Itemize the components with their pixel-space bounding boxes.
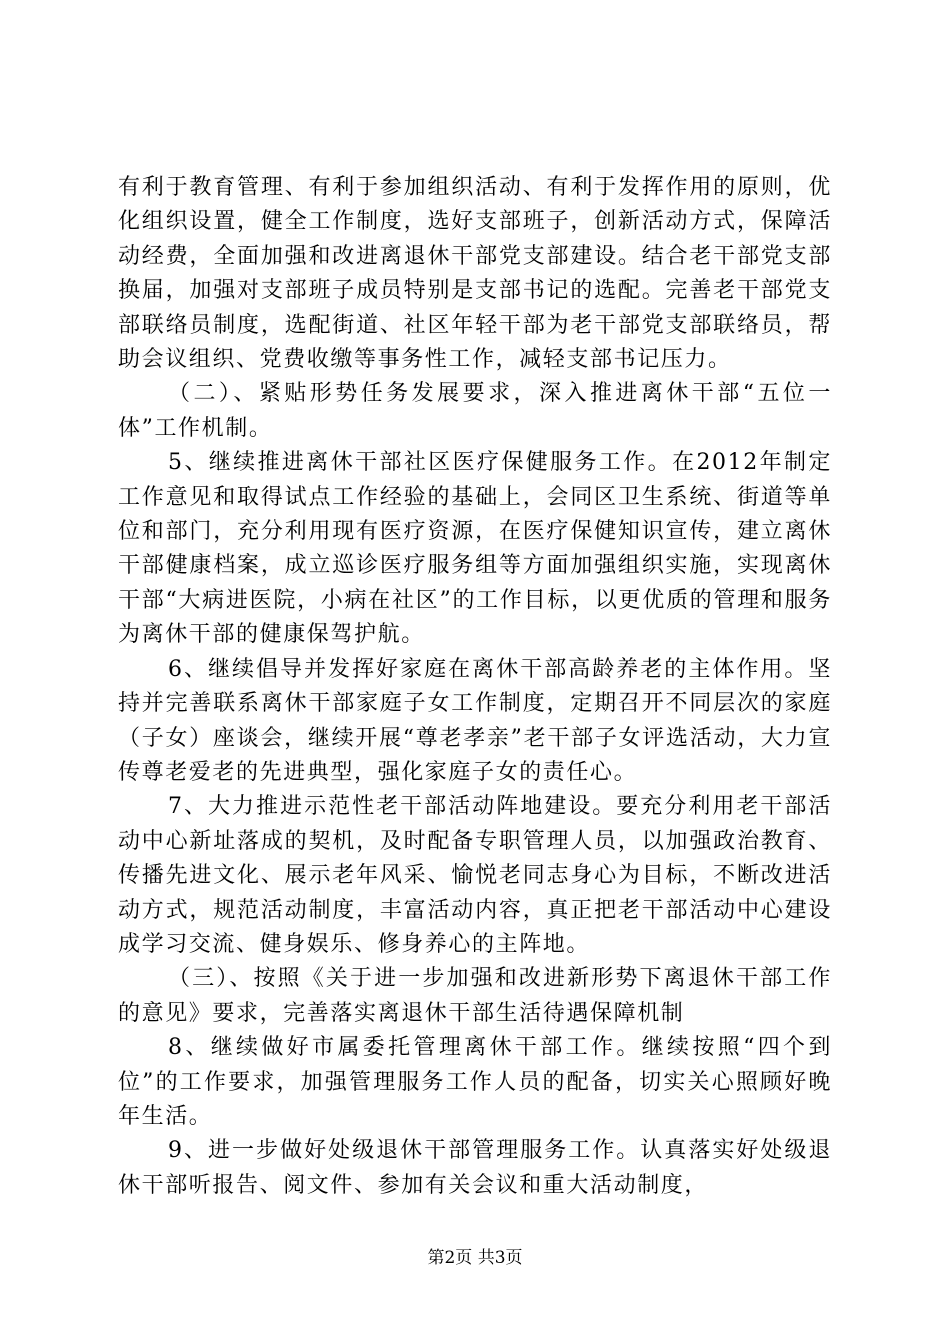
paragraph-item-5: 5、继续推进离休干部社区医疗保健服务工作。在2012年制定工作意见和取得试点工作经验的基础上，会同区卫生系统、街道等单位和部门，充分利用现有医疗资源，在医疗保健知识宣传，建立离休干部健康档案，成立巡诊医疗服务组等方面加强组织实施，实现离休干部“大病进医院，小病在社区”的工作目标，以更优质的管理和服务为离休干部的健康保驾护航。 bbox=[118, 450, 832, 648]
paragraph-item-7: 7、大力推进示范性老干部活动阵地建设。要充分利用老干部活动中心新址落成的契机，及时配备专职管理人员，以加强政治教育、传播先进文化、展示老年风采、愉悦老同志身心为目标，不断改进活动方式，规范活动制度，丰富活动内容，真正把老干部活动中心建设成学习交流、健身娱乐、修身养心的主阵地。 bbox=[118, 794, 832, 957]
paragraph-item-9: 9、进一步做好处级退休干部管理服务工作。认真落实好处级退休干部听报告、阅文件、参加有关会议和重大活动制度， bbox=[118, 1138, 832, 1198]
section-heading-2: （二）、紧贴形势任务发展要求，深入推进离休干部“五位一体”工作机制。 bbox=[118, 381, 832, 441]
section-heading-3: （三）、按照《关于进一步加强和改进新形势下离退休干部工作的意见》要求，完善落实离退休干部生活待遇保障机制 bbox=[118, 966, 832, 1026]
paragraph-continuation: 有利于教育管理、有利于参加组织活动、有利于发挥作用的原则，优化组织设置，健全工作制度，选好支部班子，创新活动方式，保障活动经费，全面加强和改进离退休干部党支部建设。结合老干部党支部换届，加强对支部班子成员特别是支部书记的选配。完善老干部党支部联络员制度，选配街道、社区年轻干部为老干部党支部联络员，帮助会议组织、党费收缴等事务性工作，减轻支部书记压力。 bbox=[118, 175, 832, 373]
page-footer bbox=[0, 1247, 950, 1269]
paragraph-item-6: 6、继续倡导并发挥好家庭在离休干部高龄养老的主体作用。坚持并完善联系离休干部家庭子女工作制度，定期召开不同层次的家庭（子女）座谈会，继续开展“尊老孝亲”老干部子女评选活动，大力宣传尊老爱老的先进典型，强化家庭子女的责任心。 bbox=[118, 656, 832, 785]
document-body bbox=[118, 171, 832, 1203]
paragraph-item-8: 8、继续做好市属委托管理离休干部工作。继续按照“四个到位”的工作要求，加强管理服务工作人员的配备，切实关心照顾好晚年生活。 bbox=[118, 1035, 832, 1129]
page-number-label: 第2页 共3页 bbox=[427, 1248, 523, 1268]
